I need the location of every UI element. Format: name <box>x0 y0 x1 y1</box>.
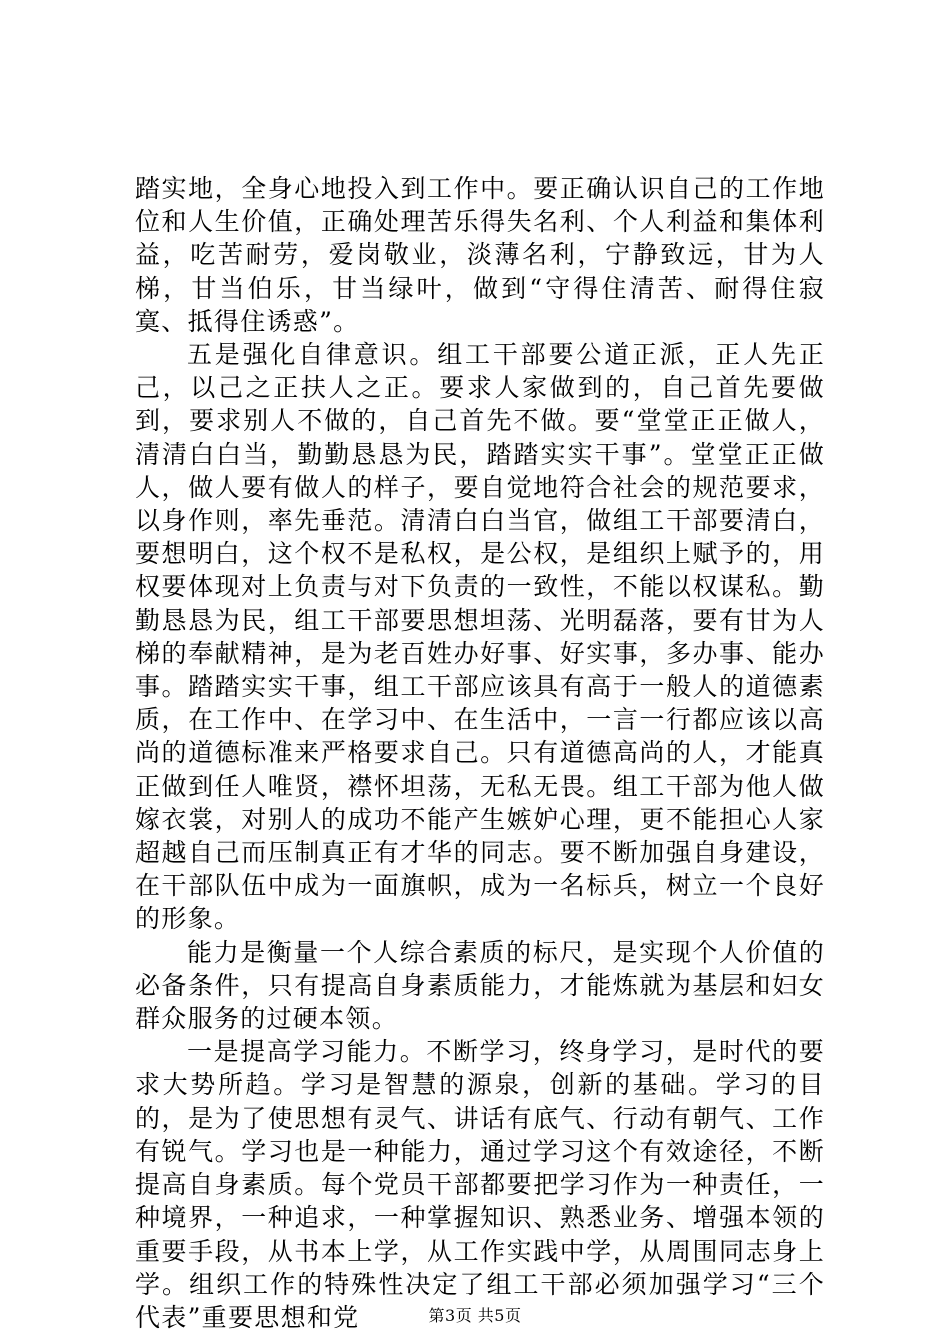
paragraph-4: 一是提高学习能力。不断学习，终身学习，是时代的要求大势所趋。学习是智慧的源泉，创新的基础。学习的目的，是为了使思想有灵气、讲话有底气、行动有朝气、工作有锐气。学习也是一种能力，通过学习这个有效途径，不断提高自身素质。每个党员干部都要把学习作为一种责任，一种境界，一种追求，一种掌握知识、熟悉业务、增强本领的重要手段，从书本上学，从工作实践中学，从周围同志身上学。组织工作的特殊性决定了组工干部必须加强学习“三个代表”重要思想和党 <box>135 1037 825 1332</box>
paragraph-1: 踏实地，全身心地投入到工作中。要正确认识自己的工作地位和人生价值，正确处理苦乐得失名利、个人利益和集体利益，吃苦耐劳，爱岗敬业，淡薄名利，宁静致远，甘为人梯，甘当伯乐，甘当绿叶，做到“守得住清苦、耐得住寂寞、抵得住诱惑”。 <box>135 174 825 336</box>
paragraph-3: 能力是衡量一个人综合素质的标尺，是实现个人价值的必备条件，只有提高自身素质能力，才能炼就为基层和妇女群众服务的过硬本领。 <box>135 937 825 1034</box>
document-body <box>135 172 825 1334</box>
paragraph-2: 五是强化自律意识。组工干部要公道正派，正人先正己，以己之正扶人之正。要求人家做到的，自己首先要做到，要求别人不做的，自己首先不做。要“堂堂正正做人，清清白白当，勤勤恳恳为民，踏踏实实干事”。堂堂正正做人，做人要有做人的样子，要自觉地符合社会的规范要求，以身作则，率先垂范。清清白白当官，做组工干部要清白，要想明白，这个权不是私权，是公权，是组织上赋予的，用权要体现对上负责与对下负责的一致性，不能以权谋私。勤勤恳恳为民，组工干部要思想坦荡、光明磊落，要有甘为人梯的奉献精神，是为老百姓办好事、好实事，多办事、能办事。踏踏实实干事，组工干部应该具有高于一般人的道德素质，在工作中、在学习中、在生活中，一言一行都应该以高尚的道德标准来严格要求自己。只有道德高尚的人，才能真正做到任人唯贤，襟怀坦荡，无私无畏。组工干部为他人做嫁衣裳，对别人的成功不能产生嫉妒心理，更不能担心人家超越自己而压制真正有才华的同志。要不断加强自身建设，在干部队伍中成为一面旗帜，成为一名标兵，树立一个良好的形象。 <box>135 340 825 934</box>
page-number-footer: 第3页 共5页 <box>428 1306 522 1325</box>
